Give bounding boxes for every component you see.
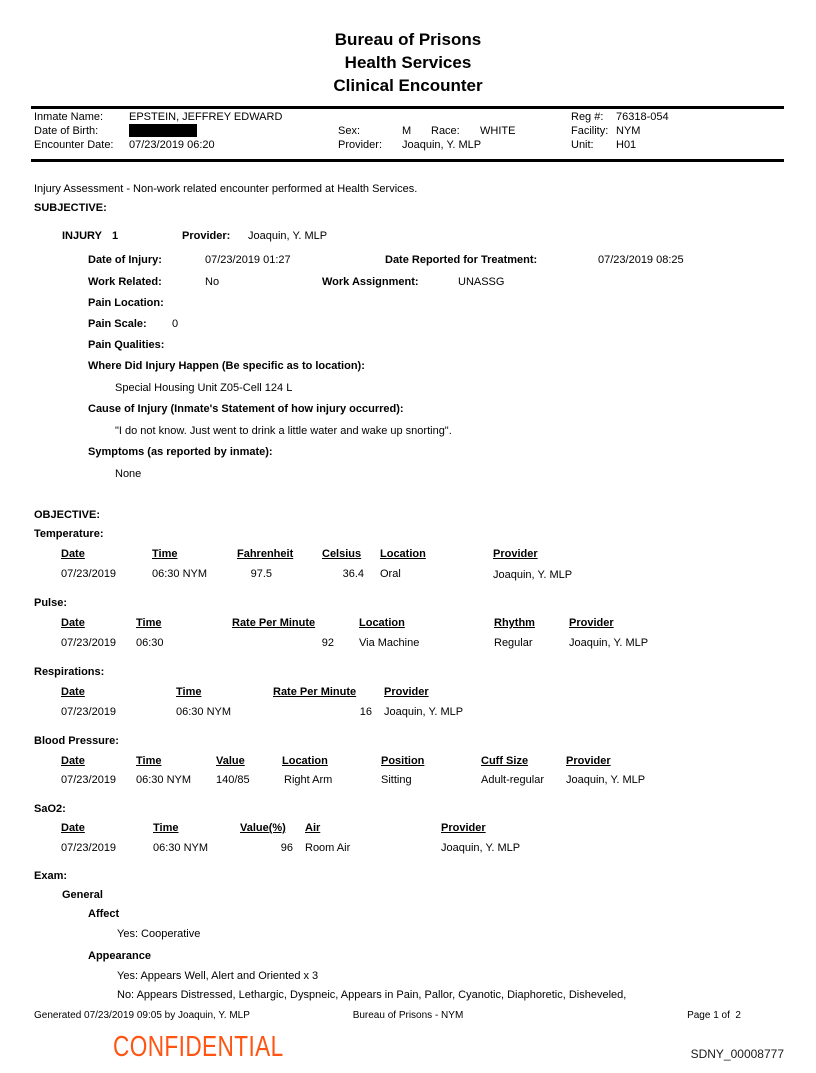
title-line-1: Bureau of Prisons xyxy=(334,30,482,49)
sao2-label: SaO2: xyxy=(34,803,66,815)
header-divider-top xyxy=(31,106,784,109)
temperature-celsius: 36.4 xyxy=(342,568,364,580)
pain-scale-value: 0 xyxy=(172,318,179,330)
subjective-heading: SUBJECTIVE: xyxy=(34,202,107,214)
footer-page-number: Page 1 of 2 xyxy=(687,1010,741,1021)
encounter-date-label: Encounter Date: xyxy=(34,139,114,151)
respirations-date: 07/23/2019 xyxy=(61,706,117,718)
sao2-col-date: Date xyxy=(61,822,85,834)
bates-number: SDNY_00008777 xyxy=(690,1047,784,1061)
sex-label: Sex: xyxy=(338,125,361,137)
exam-affect-yes: Yes: Cooperative xyxy=(117,928,201,940)
injury-provider-label: Provider: xyxy=(182,230,231,242)
work-assignment-value: UNASSG xyxy=(458,276,505,288)
document-title xyxy=(0,28,816,97)
title-line-2: Health Services xyxy=(344,53,472,72)
dob-redaction-box xyxy=(129,124,197,137)
exam-item-affect: Affect xyxy=(88,908,120,920)
sao2-air: Room Air xyxy=(305,842,351,854)
cause-injury-label: Cause of Injury (Inmate's Statement of how injury occurred): xyxy=(88,403,404,415)
race-value: WHITE xyxy=(480,125,516,137)
inmate-name-label: Inmate Name: xyxy=(34,111,104,123)
temperature-col-provider: Provider xyxy=(493,548,538,560)
work-related-value: No xyxy=(205,276,220,288)
provider-label: Provider: xyxy=(338,139,383,151)
pulse-col-rate: Rate Per Minute xyxy=(232,617,316,629)
work-assignment-label: Work Assignment: xyxy=(322,276,419,288)
date-reported-label: Date Reported for Treatment: xyxy=(385,254,538,266)
pulse-rhythm: Regular xyxy=(494,637,533,649)
blood-pressure-col-position: Position xyxy=(381,755,425,767)
sao2-date: 07/23/2019 xyxy=(61,842,117,854)
date-of-injury-label: Date of Injury: xyxy=(88,254,162,266)
facility-value: NYM xyxy=(616,125,641,137)
temperature-col-fahrenheit: Fahrenheit xyxy=(237,548,294,560)
title-line-3: Clinical Encounter xyxy=(333,76,483,95)
pain-qualities-label: Pain Qualities: xyxy=(88,339,165,351)
pulse-col-provider: Provider xyxy=(569,617,614,629)
pulse-location: Via Machine xyxy=(359,637,420,649)
provider-value: Joaquin, Y. MLP xyxy=(402,139,482,151)
temperature-col-celsius: Celsius xyxy=(322,548,362,560)
injury-provider-value: Joaquin, Y. MLP xyxy=(248,230,328,242)
blood-pressure-cuff: Adult-regular xyxy=(481,774,544,786)
pain-location-label: Pain Location: xyxy=(88,297,164,309)
pulse-label: Pulse: xyxy=(34,597,68,609)
blood-pressure-col-time: Time xyxy=(136,755,162,767)
injury-number: 1 xyxy=(112,230,119,242)
objective-heading: OBJECTIVE: xyxy=(34,509,101,521)
blood-pressure-time: 06:30 NYM xyxy=(136,774,192,786)
respirations-col-rate: Rate Per Minute xyxy=(273,686,357,698)
sao2-col-value: Value(%) xyxy=(240,822,286,834)
blood-pressure-location: Right Arm xyxy=(284,774,333,786)
exam-group-general: General xyxy=(62,889,103,901)
unit-value: H01 xyxy=(616,139,637,151)
where-injury-label: Where Did Injury Happen (Be specific as to location): xyxy=(88,360,365,372)
exam-heading: Exam: xyxy=(34,870,68,882)
pulse-col-time: Time xyxy=(136,617,162,629)
where-injury-value: Special Housing Unit Z05-Cell 124 L xyxy=(115,382,293,394)
blood-pressure-col-cuff: Cuff Size xyxy=(481,755,529,767)
respirations-provider: Joaquin, Y. MLP xyxy=(384,706,464,718)
pulse-rate: 92 xyxy=(321,637,334,649)
respirations-col-provider: Provider xyxy=(384,686,429,698)
blood-pressure-col-provider: Provider xyxy=(566,755,611,767)
header-divider-bottom xyxy=(31,159,784,162)
reg-number-label: Reg #: xyxy=(571,111,604,123)
respirations-time: 06:30 NYM xyxy=(176,706,232,718)
injury-label: INJURY xyxy=(62,230,102,242)
confidential-stamp: CONFIDENTIAL xyxy=(113,1031,284,1063)
work-related-label: Work Related: xyxy=(88,276,162,288)
temperature-label: Temperature: xyxy=(34,528,104,540)
sao2-col-provider: Provider xyxy=(441,822,486,834)
temperature-col-location: Location xyxy=(380,548,426,560)
temperature-col-time: Time xyxy=(152,548,178,560)
exam-item-appearance: Appearance xyxy=(88,950,151,962)
pulse-time: 06:30 xyxy=(136,637,164,649)
temperature-provider: Joaquin, Y. MLP xyxy=(493,569,573,581)
date-reported-value: 07/23/2019 08:25 xyxy=(598,254,684,266)
encounter-date-value: 07/23/2019 06:20 xyxy=(129,139,215,151)
symptoms-value: None xyxy=(115,468,142,480)
sao2-time: 06:30 NYM xyxy=(153,842,209,854)
unit-label: Unit: xyxy=(571,139,594,151)
temperature-col-date: Date xyxy=(61,548,85,560)
blood-pressure-col-location: Location xyxy=(282,755,328,767)
footer-generated: Generated 07/23/2019 09:05 by Joaquin, Y. MLP xyxy=(34,1010,250,1021)
pulse-col-date: Date xyxy=(61,617,85,629)
blood-pressure-position: Sitting xyxy=(381,774,412,786)
blood-pressure-col-date: Date xyxy=(61,755,85,767)
pulse-date: 07/23/2019 xyxy=(61,637,117,649)
pulse-col-location: Location xyxy=(359,617,405,629)
temperature-date: 07/23/2019 xyxy=(61,568,117,580)
sex-value: M xyxy=(402,125,412,137)
respirations-col-time: Time xyxy=(176,686,202,698)
temperature-time: 06:30 NYM xyxy=(152,568,208,580)
race-label: Race: xyxy=(431,125,460,137)
temperature-fahrenheit: 97.5 xyxy=(250,568,272,580)
cause-injury-value: "I do not know. Just went to drink a little water and wake up snorting". xyxy=(115,425,452,437)
blood-pressure-date: 07/23/2019 xyxy=(61,774,117,786)
dob-label: Date of Birth: xyxy=(34,125,99,137)
respirations-col-date: Date xyxy=(61,686,85,698)
date-of-injury-value: 07/23/2019 01:27 xyxy=(205,254,291,266)
exam-appearance-yes: Yes: Appears Well, Alert and Oriented x 3 xyxy=(117,970,319,982)
temperature-location: Oral xyxy=(380,568,401,580)
encounter-summary: Injury Assessment - Non-work related encounter performed at Health Services. xyxy=(34,183,418,195)
sao2-value: 96 xyxy=(280,842,293,854)
respirations-label: Respirations: xyxy=(34,666,105,678)
pulse-provider: Joaquin, Y. MLP xyxy=(569,637,649,649)
reg-number-value: 76318-054 xyxy=(616,111,669,123)
blood-pressure-label: Blood Pressure: xyxy=(34,735,119,747)
pulse-col-rhythm: Rhythm xyxy=(494,617,535,629)
symptoms-label: Symptoms (as reported by inmate): xyxy=(88,446,273,458)
blood-pressure-value: 140/85 xyxy=(216,774,250,786)
facility-label: Facility: xyxy=(571,125,609,137)
blood-pressure-provider: Joaquin, Y. MLP xyxy=(566,774,646,786)
sao2-col-air: Air xyxy=(305,822,321,834)
blood-pressure-col-value: Value xyxy=(216,755,245,767)
sao2-col-time: Time xyxy=(153,822,179,834)
respirations-rate: 16 xyxy=(359,706,372,718)
sao2-provider: Joaquin, Y. MLP xyxy=(441,842,521,854)
footer-facility: Bureau of Prisons - NYM xyxy=(352,1010,464,1021)
exam-appearance-no: No: Appears Distressed, Lethargic, Dyspneic, Appears in Pain, Pallor, Cyanotic, Diaphoretic, Disheveled, xyxy=(117,989,627,1001)
pain-scale-label: Pain Scale: xyxy=(88,318,147,330)
inmate-name-value: EPSTEIN, JEFFREY EDWARD xyxy=(129,111,283,123)
